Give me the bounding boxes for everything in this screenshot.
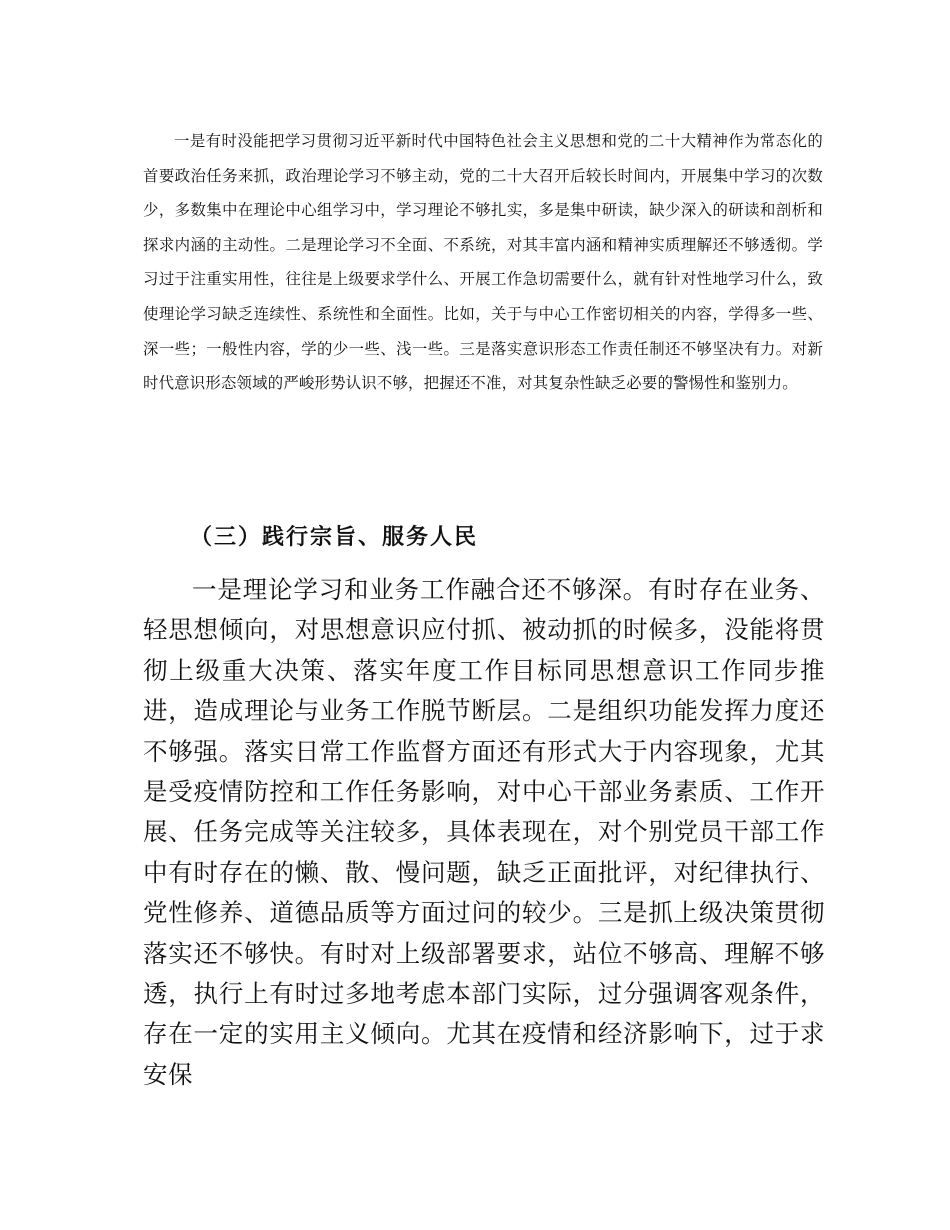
body-paragraph-2: 一是理论学习和业务工作融合还不够深。有时存在业务、轻思想倾向，对思想意识应付抓、被动抓的时候多，没能将贯彻上级重大决策、落实年度工作目标同思想意识工作同步推进，造成理论与业务工作脱节断层。二是组织功能发挥力度还不够强。落实日常工作监督方面还有形式大于内容现象，尤其是受疫情防控和工作任务影响，对中心干部业务素质、工作开展、任务完成等关注较多，具体表现在，对个别党员干部工作中有时存在的懒、散、慢问题，缺乏正面批评，对纪律执行、党性修养、道德品质等方面过问的较少。三是抓上级决策贯彻落实还不够快。有时对上级部署要求，站位不够高、理解不够透，执行上有时过多地考虑本部门实际，过分强调客观条件，存在一定的实用主义倾向。尤其在疫情和经济影响下，过于求安保	[143, 575, 825, 1089]
body-paragraph-1: 一是有时没能把学习贯彻习近平新时代中国特色社会主义思想和党的二十大精神作为常态化的首要政治任务来抓，政治理论学习不够主动，党的二十大召开后较长时间内，开展集中学习的次数少，多数集中在理论中心组学习中，学习理论不够扎实，多是集中研读，缺少深入的研读和剖析和探求内涵的主动性。二是理论学习不全面、不系统，对其丰富内涵和精神实质理解还不够透彻。学习过于注重实用性，往往是上级要求学什么、开展工作急切需要什么，就有针对性地学习什么，致使理论学习缺乏连续性、系统性和全面性。比如，关于与中心工作密切相关的内容，学得多一些、深一些；一般性内容，学的少一些、浅一些。三是落实意识形态工作责任制还不够坚决有力。对新时代意识形态领域的严峻形势认识不够，把握还不准，对其复杂性缺乏必要的警惕性和鉴别力。	[143, 132, 823, 393]
section-heading-3: （三）践行宗旨、服务人民	[190, 524, 479, 550]
